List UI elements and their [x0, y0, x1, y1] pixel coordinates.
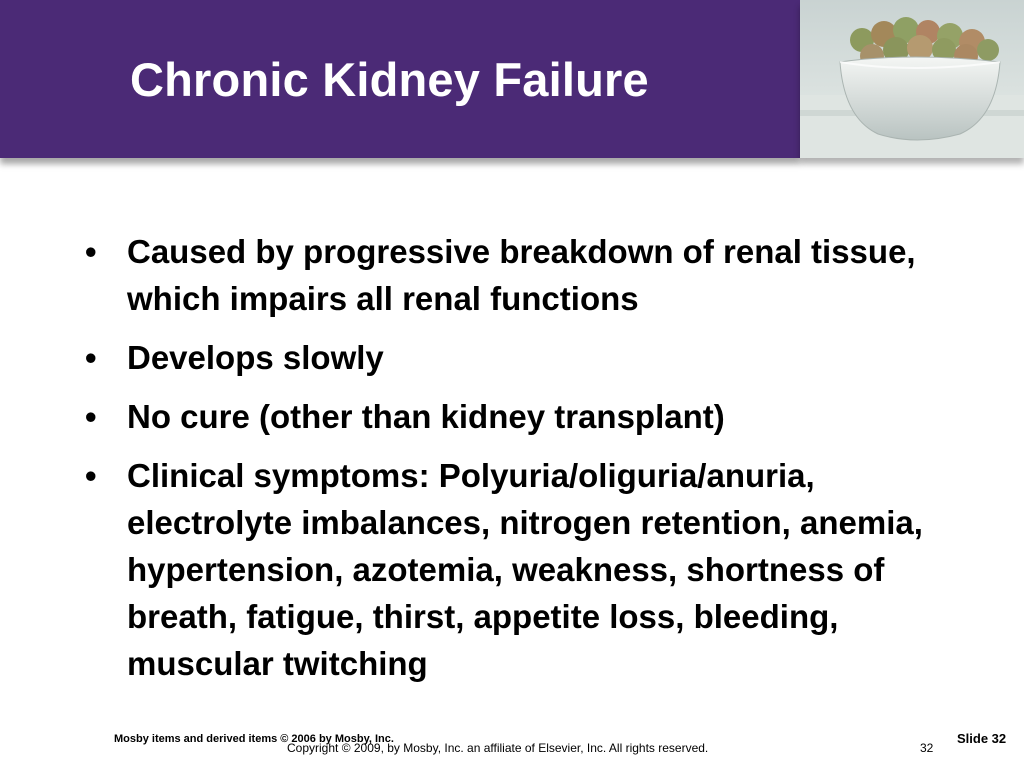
bullet-marker: • [85, 457, 97, 494]
bullet-list [85, 228, 985, 699]
bullet-marker: • [85, 339, 97, 376]
bullet-item [85, 228, 985, 322]
bullet-text: Develops slowly [127, 339, 384, 376]
bullet-text: No cure (other than kidney transplant) [127, 398, 725, 435]
bullet-item [85, 452, 985, 687]
bullet-item [85, 334, 985, 381]
bullet-item [85, 393, 985, 440]
title-banner [0, 0, 800, 158]
bullet-text: Clinical symptoms: Polyuria/oliguria/anuria, electrolyte imbalances, nitrogen retention, anemia, hypertension, azotemia, weakness, shortness of breath, fatigue, thirst, appetite loss, bleeding, muscular twitching [127, 457, 923, 682]
page-number: 32 [920, 741, 934, 755]
fruit-bowl-photo [800, 0, 1024, 158]
slide-title: Chronic Kidney Failure [130, 53, 649, 106]
slide-label: Slide 32 [957, 731, 1007, 746]
bullet-marker: • [85, 398, 97, 435]
bullet-text: Caused by progressive breakdown of renal tissue, which impairs all renal functions [127, 233, 916, 317]
bullet-marker: • [85, 233, 97, 270]
mosby-credit: Mosby items and derived items © 2006 by Mosby, Inc. [114, 733, 394, 745]
copyright-notice: Copyright © 2009, by Mosby, Inc. an affiliate of Elsevier, Inc. All rights reserved. [287, 741, 709, 755]
